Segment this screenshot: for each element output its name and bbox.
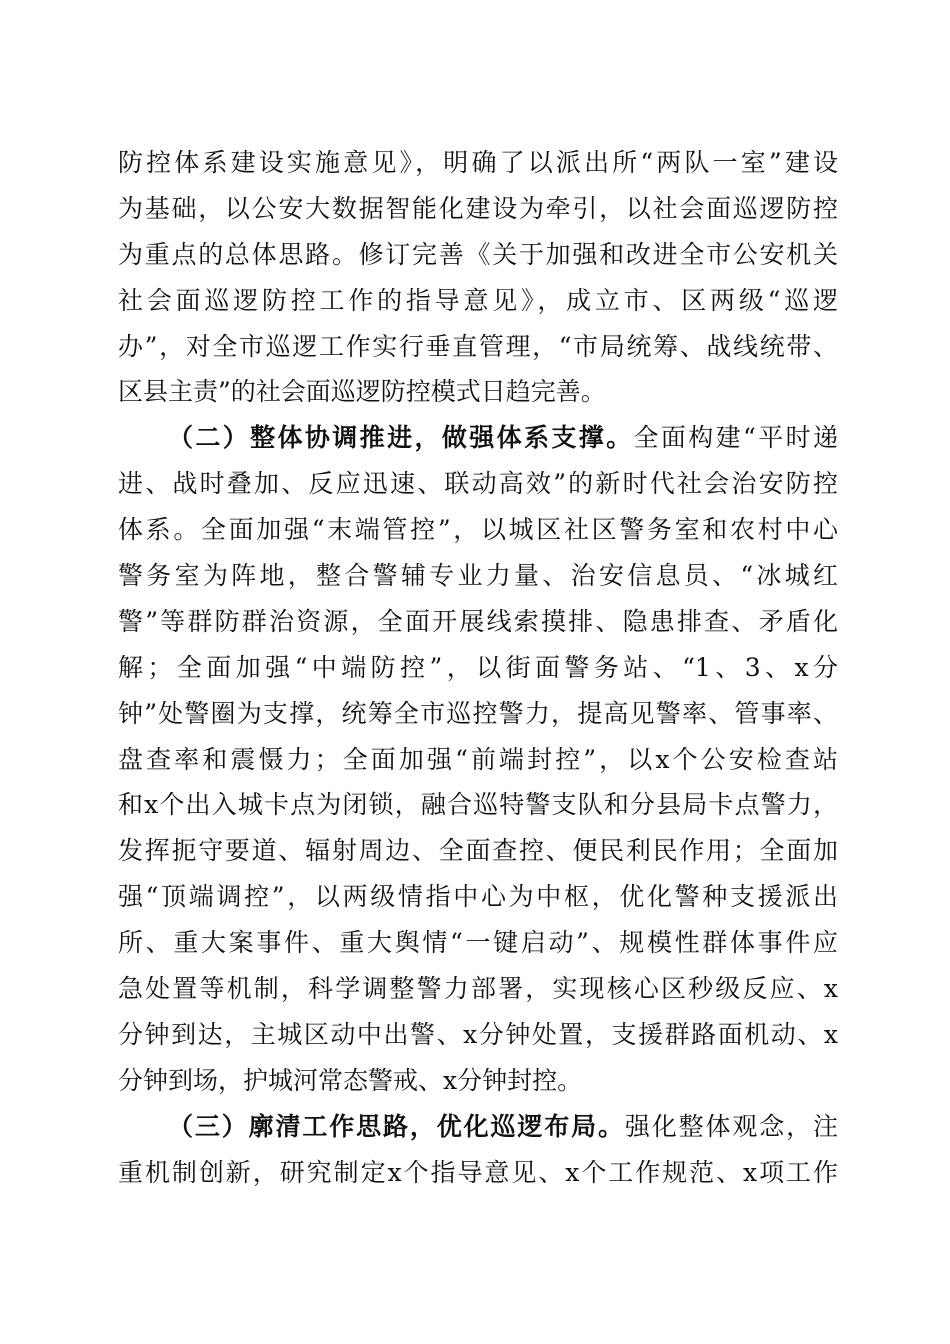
text-line: 体系。全面加强“末端管控”，以城区社区警务室和农村中心 xyxy=(118,515,838,545)
text-line: 为重点的总体思路。修订完善《关于加强和改进全市公安机关 xyxy=(118,239,838,269)
text-line: 办”，对全市巡逻工作实行垂直管理，“市局统筹、战线统带、 xyxy=(118,331,838,361)
text-line: 钟”处警圈为支撑，统筹全市巡控警力，提高见警率、管事率、 xyxy=(118,698,838,728)
text-line: 分钟到场，护城河常态警戒、x分钟封控。 xyxy=(118,1065,583,1095)
text-line: 警”等群防群治资源，全面开展线索摸排、隐患排查、矛盾化 xyxy=(118,606,838,636)
text-line: 解；全面加强“中端防控”，以街面警务站、“1、3、x分 xyxy=(118,652,838,682)
text-line: 发挥扼守要道、辐射周边、全面查控、便民利民作用；全面加 xyxy=(118,836,838,866)
text-line: 急处置等机制，科学调整警力部署，实现核心区秒级反应、x xyxy=(118,974,838,1004)
paragraph-first-line xyxy=(118,415,838,461)
paragraph-first-line xyxy=(118,1104,838,1150)
text-line: 社会面巡逻防控工作的指导意见》，成立市、区两级“巡逻 xyxy=(118,285,838,315)
section-heading: （二）整体协调推进，做强体系支撑。 xyxy=(168,423,634,453)
paragraph-text: 全面构建“平时递 xyxy=(633,423,838,453)
text-line: 强“顶端调控”，以两级情指中心为中枢，优化警种支援派出 xyxy=(118,882,838,912)
text-line: 分钟到达，主城区动中出警、x分钟处置，支援群路面机动、x xyxy=(118,1019,838,1049)
text-line: 重机制创新，研究制定x个指导意见、x个工作规范、x项工作 xyxy=(118,1157,838,1187)
text-line: 和x个出入城卡点为闭锁，融合巡特警支队和分县局卡点警力， xyxy=(118,790,838,820)
text-line: 进、战时叠加、反应迅速、联动高效”的新时代社会治安防控 xyxy=(118,469,838,499)
text-line: 盘查率和震慑力；全面加强“前端封控”，以x个公安检查站 xyxy=(118,744,838,774)
text-line: 所、重大案事件、重大舆情“一键启动”、规模性群体事件应 xyxy=(118,928,838,958)
document-body xyxy=(118,140,838,1195)
text-line: 防控体系建设实施意见》，明确了以派出所“两队一室”建设 xyxy=(118,148,838,177)
paragraph-text: 强化整体观念，注 xyxy=(624,1111,838,1141)
text-line: 区县主责”的社会面巡逻防控模式日趋完善。 xyxy=(118,377,606,407)
text-line: 警务室为阵地，整合警辅专业力量、治安信息员、“冰城红 xyxy=(118,561,838,591)
section-heading: （三）廓清工作思路，优化巡逻布局。 xyxy=(168,1111,625,1141)
text-line: 为基础，以公安大数据智能化建设为牵引，以社会面巡逻防控 xyxy=(118,193,838,223)
